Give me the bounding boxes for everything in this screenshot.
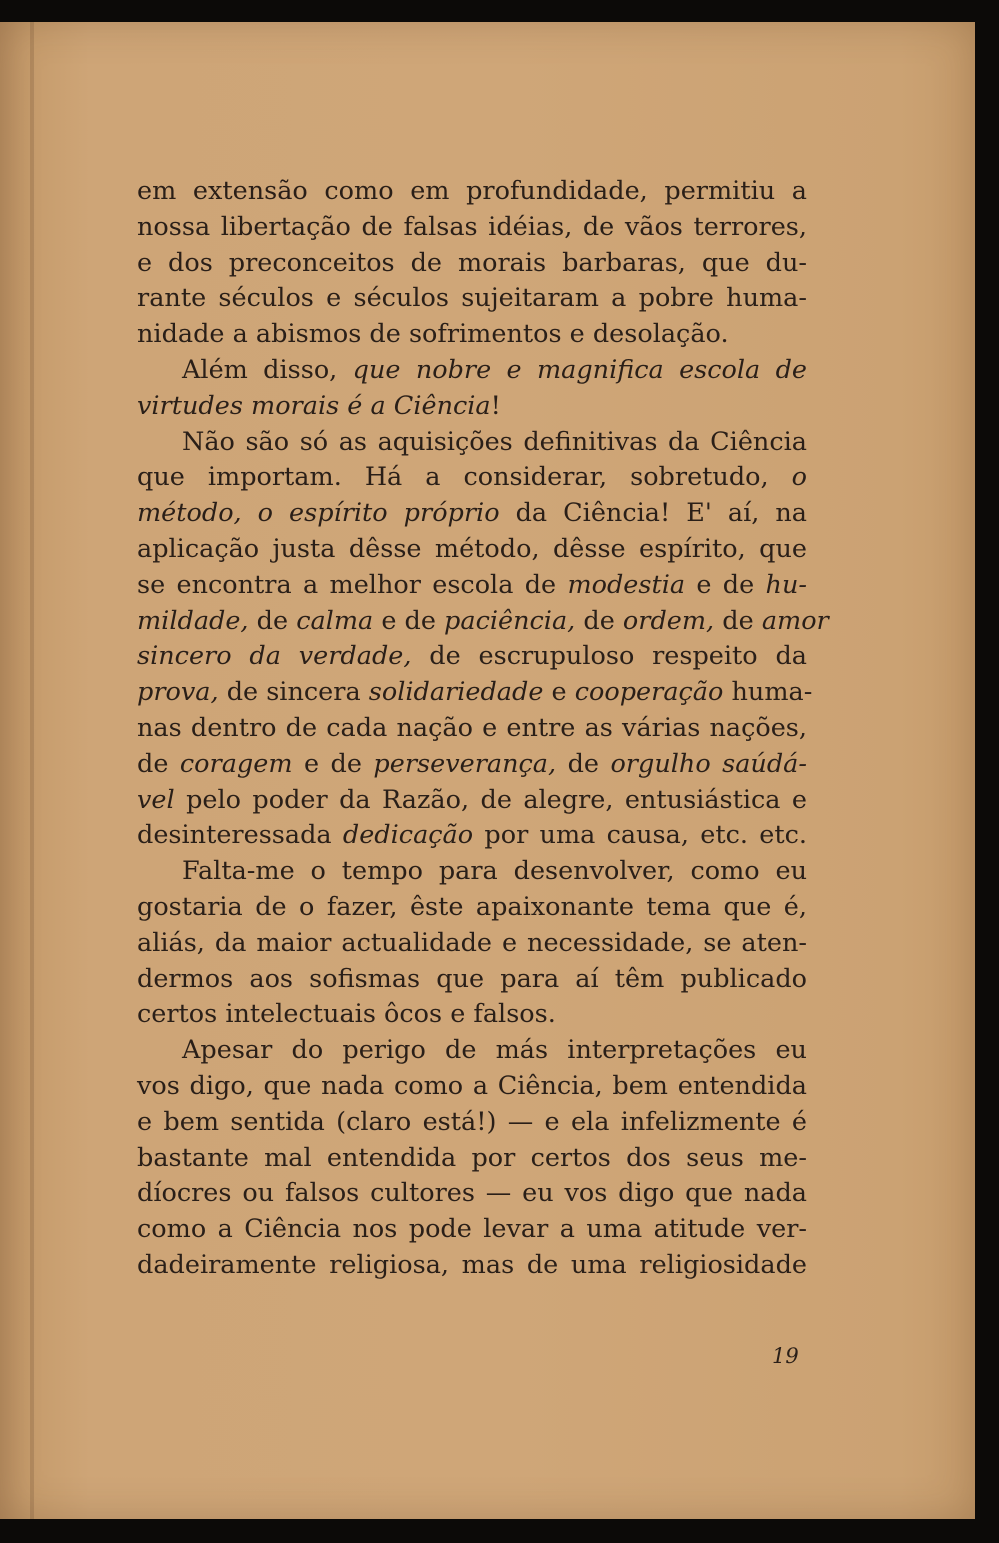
text-line [137,174,807,210]
italic-text: prova, [137,677,219,708]
text-line [137,604,829,640]
italic-text: o [791,462,807,493]
text-segment: em extensão como em profundidade, permitiu a [137,176,807,206]
italic-text: método, o espírito próprio [137,498,500,529]
text-line [137,1212,807,1248]
text-line [137,639,807,675]
italic-text: hu- [765,569,808,600]
italic-text: virtudes morais é a Ciência [137,390,491,421]
text-line [137,1033,807,1069]
italic-text: perseverança, [373,748,557,779]
text-segment: dermos aos sofismas que para aí têm publicado [137,963,807,994]
text-line [137,281,807,317]
italic-text: dedicação [342,820,474,851]
text-segment: e [543,677,575,708]
body-text [137,174,829,1284]
text-line [137,997,807,1033]
text-segment: de [137,748,180,779]
text-segment: aplicação justa dêsse método, dêsse espírito, que [137,533,807,564]
text-line [137,926,807,962]
text-segment: de sincera [218,677,369,708]
page-spine-shadow [30,22,34,1519]
text-line [137,890,807,926]
text-line [137,210,807,246]
text-segment: por uma causa, etc. etc. [473,820,807,851]
text-line [137,1176,807,1212]
text-segment: pelo poder da Razão, de alegre, entusiástica e [174,784,807,815]
text-segment: como a Ciência nos pode levar a uma atitude ver- [137,1214,807,1245]
italic-text: vel [137,784,175,815]
italic-text: mildade, [137,605,249,636]
text-segment: bastante mal entendida por certos dos seus me- [137,1142,807,1173]
text-line [137,675,813,711]
text-line [137,1248,807,1284]
italic-text: amor [761,605,829,636]
italic-text: calma [296,605,374,636]
text-segment: certos intelectuais ôcos e falsos. [137,999,556,1030]
text-segment: Não são só as aquisições definitivas da Ciência [182,426,807,457]
text-segment: e de [373,605,445,636]
text-segment: gostaria de o fazer, êste apaixonante tema que é, [137,891,807,922]
italic-text: coragem [179,748,293,779]
text-segment: de [714,605,762,636]
page-number: 19 [772,1344,799,1368]
text-segment: e dos preconceitos de morais barbaras, que du- [137,247,807,278]
text-segment: de escrupuloso respeito da [411,641,807,672]
text-line [137,532,807,568]
text-segment: rante séculos e séculos sujeitaram a pobre huma- [137,283,807,314]
text-line [137,783,807,819]
text-segment: nossa libertação de falsas idéias, de vãos terrores, [137,211,807,242]
text-line [137,568,807,604]
text-line [137,353,807,389]
text-segment: de [248,605,297,636]
text-line [137,854,807,890]
text-line [137,246,807,282]
text-line [137,711,807,747]
text-line [137,496,807,532]
text-segment: e de [292,748,374,779]
text-segment: de [575,605,623,636]
text-segment: Além disso, [182,354,353,385]
text-segment: nas dentro de cada nação e entre as várias nações, [137,712,807,743]
italic-text: solidariedade [368,677,544,708]
text-segment: que importam. Há a considerar, sobretudo, [137,462,792,493]
text-segment: vos digo, que nada como a Ciência, bem entendida [137,1070,807,1101]
text-segment: de [556,748,611,779]
italic-text: modestia [567,569,686,600]
text-segment: aliás, da maior actualidade e necessidade, se aten- [137,927,807,958]
book-page [0,22,975,1519]
text-segment: huma- [723,677,813,708]
text-line [137,1069,807,1105]
italic-text: sincero da verdade, [137,641,412,672]
text-line [137,962,807,998]
text-line [137,460,807,496]
text-line [137,1105,807,1141]
text-line [137,818,807,854]
italic-text: paciência, [444,605,576,636]
text-segment: dadeiramente religiosa, mas de uma religiosidade [137,1249,807,1280]
text-line [137,425,807,461]
text-line [137,389,807,425]
italic-text: orgulho saúdá- [610,748,807,779]
text-segment: Apesar do perigo de más interpretações eu [182,1035,807,1066]
text-segment: desinteressada [137,820,343,851]
text-segment: díocres ou falsos cultores — eu vos digo que nada [137,1178,807,1209]
text-segment: e bem sentida (claro está!) — e ela infelizmente é [137,1106,807,1137]
text-segment: Falta-me o tempo para desenvolver, como eu [182,856,807,887]
italic-text: ordem, [622,605,715,636]
text-line [137,317,807,353]
text-segment: da Ciência! E' aí, na [499,498,808,529]
text-segment: se encontra a melhor escola de [137,569,568,600]
text-segment: nidade a abismos de sofrimentos e desolação. [137,319,729,350]
text-segment: e de [685,569,766,600]
text-segment: ! [490,390,501,421]
italic-text: cooperação [574,677,724,708]
text-line [137,1141,807,1177]
text-line [137,747,807,783]
italic-text: que nobre e magnifica escola de [352,354,807,385]
